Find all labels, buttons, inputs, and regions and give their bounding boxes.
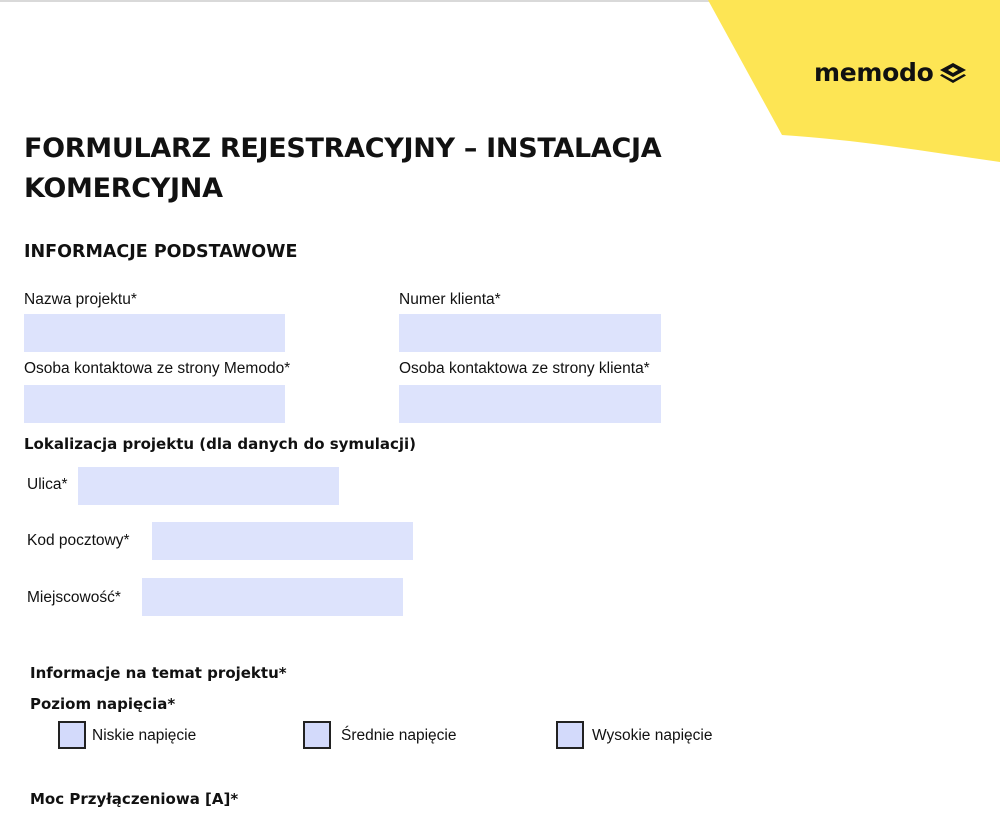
high-voltage-checkbox[interactable]	[556, 721, 584, 749]
basic-info-heading: INFORMACJE PODSTAWOWE	[24, 242, 298, 262]
city-label: Miejscowość*	[27, 589, 121, 606]
voltage-level-label: Poziom napięcia*	[30, 695, 176, 713]
client-contact-label: Osoba kontaktowa ze strony klienta*	[399, 360, 650, 377]
memodo-contact-label: Osoba kontaktowa ze strony Memodo*	[24, 360, 291, 377]
client-number-label: Numer klienta*	[399, 291, 501, 308]
project-name-label: Nazwa projektu*	[24, 291, 137, 308]
project-name-field[interactable]	[24, 314, 285, 352]
client-contact-field[interactable]	[399, 385, 661, 423]
client-number-field[interactable]	[399, 314, 661, 352]
logo-text: memodo	[814, 58, 934, 87]
street-field[interactable]	[78, 467, 339, 505]
postal-code-label: Kod pocztowy*	[27, 532, 130, 549]
connection-power-label: Moc Przyłączeniowa [A]*	[30, 790, 239, 808]
medium-voltage-label: Średnie napięcie	[341, 727, 457, 744]
location-heading: Lokalizacja projektu (dla danych do symulacji)	[24, 435, 417, 453]
city-field[interactable]	[142, 578, 403, 616]
postal-code-field[interactable]	[152, 522, 413, 560]
medium-voltage-checkbox[interactable]	[303, 721, 331, 749]
high-voltage-label: Wysokie napięcie	[592, 727, 713, 744]
street-label: Ulica*	[27, 476, 68, 493]
memodo-logo	[814, 58, 967, 87]
low-voltage-label: Niskie napięcie	[92, 727, 197, 744]
layered-diamond-icon	[939, 62, 967, 84]
form-title: FORMULARZ REJESTRACYJNY – INSTALACJA KOMERCYJNA	[24, 133, 662, 204]
low-voltage-checkbox[interactable]	[58, 721, 86, 749]
project-info-heading: Informacje na temat projektu*	[30, 664, 287, 682]
memodo-contact-field[interactable]	[24, 385, 285, 423]
